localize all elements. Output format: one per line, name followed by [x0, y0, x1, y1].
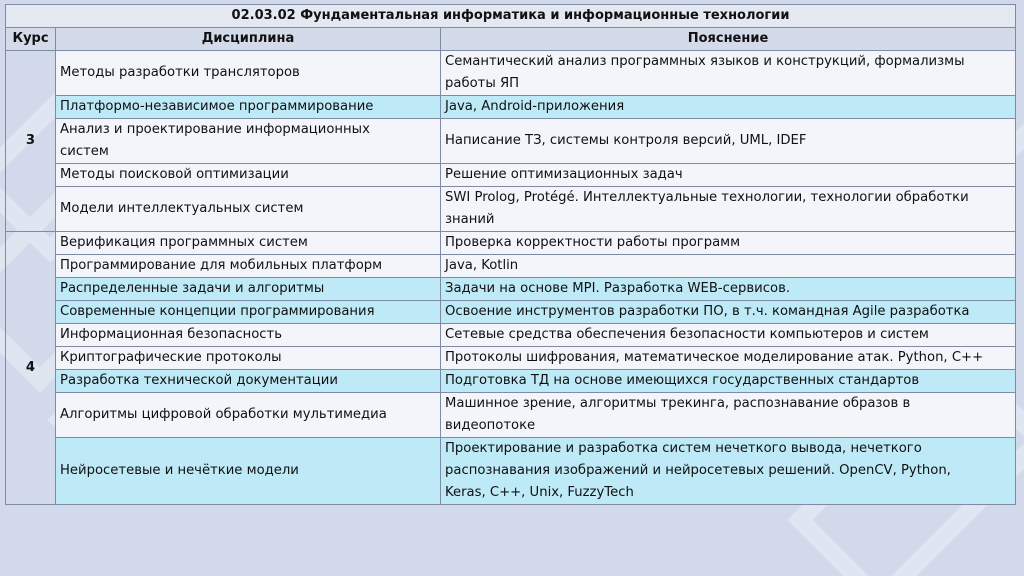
explanation-line: распознавания изображений и нейросетевых решений. OpenCV, Python,	[445, 463, 951, 478]
discipline-line: Анализ и проектирование информационных	[60, 122, 370, 137]
explanation-cell	[441, 393, 1016, 438]
explanation-cell: Задачи на основе MPI. Разработка WEB-сервисов.	[441, 278, 1016, 301]
course-4-cell: 4	[6, 232, 56, 505]
explanation-cell: Протоколы шифрования, математическое моделирование атак. Python, C++	[441, 347, 1016, 370]
discipline-cell: Информационная безопасность	[56, 324, 441, 347]
header-explanation: Пояснение	[441, 28, 1016, 51]
explanation-line: SWI Prolog, Protégé. Интеллектуальные технологии, технологии обработки	[445, 190, 969, 205]
table-row	[6, 301, 1016, 324]
header-course: Курс	[6, 28, 56, 51]
table-row	[6, 232, 1016, 255]
discipline-cell: Платформо-независимое программирование	[56, 96, 441, 119]
explanation-cell: Java, Kotlin	[441, 255, 1016, 278]
explanation-cell: Освоение инструментов разработки ПО, в т.ч. командная Agile разработка	[441, 301, 1016, 324]
explanation-line: Проектирование и разработка систем нечеткого вывода, нечеткого	[445, 441, 922, 456]
discipline-cell: Верификация программных систем	[56, 232, 441, 255]
explanation-line: знаний	[445, 212, 495, 227]
table-row	[6, 393, 1016, 438]
discipline-cell	[56, 119, 441, 164]
table-row	[6, 187, 1016, 232]
explanation-cell: Сетевые средства обеспечения безопасности компьютеров и систем	[441, 324, 1016, 347]
discipline-cell: Криптографические протоколы	[56, 347, 441, 370]
explanation-line: видеопотоке	[445, 418, 536, 433]
header-discipline: Дисциплина	[56, 28, 441, 51]
explanation-cell: Проверка корректности работы программ	[441, 232, 1016, 255]
explanation-line: Машинное зрение, алгоритмы трекинга, распознавание образов в	[445, 396, 911, 411]
table-row	[6, 438, 1016, 505]
explanation-cell	[441, 438, 1016, 505]
discipline-cell: Современные концепции программирования	[56, 301, 441, 324]
discipline-cell: Методы разработки трансляторов	[56, 51, 441, 96]
explanation-cell	[441, 187, 1016, 232]
explanation-line: Семантический анализ программных языков и конструкций, формализмы	[445, 54, 965, 69]
table-row	[6, 164, 1016, 187]
table-row	[6, 255, 1016, 278]
explanation-line: Keras, C++, Unix, FuzzyTech	[445, 485, 634, 500]
course-3-cell: 3	[6, 51, 56, 232]
discipline-line: систем	[60, 144, 109, 159]
explanation-cell	[441, 51, 1016, 96]
explanation-line: работы ЯП	[445, 76, 520, 91]
table-row	[6, 51, 1016, 96]
discipline-cell: Разработка технической документации	[56, 370, 441, 393]
discipline-cell: Нейросетевые и нечёткие модели	[56, 438, 441, 505]
table-title: 02.03.02 Фундаментальная информатика и информационные технологии	[6, 5, 1016, 28]
table-row	[6, 370, 1016, 393]
disciplines-table	[5, 4, 1016, 505]
discipline-cell: Алгоритмы цифровой обработки мультимедиа	[56, 393, 441, 438]
discipline-cell: Методы поисковой оптимизации	[56, 164, 441, 187]
table-row	[6, 324, 1016, 347]
table-row	[6, 96, 1016, 119]
table-row	[6, 119, 1016, 164]
table-row	[6, 278, 1016, 301]
discipline-cell: Модели интеллектуальных систем	[56, 187, 441, 232]
discipline-cell: Распределенные задачи и алгоритмы	[56, 278, 441, 301]
explanation-cell: Подготовка ТД на основе имеющихся государственных стандартов	[441, 370, 1016, 393]
explanation-cell: Java, Android-приложения	[441, 96, 1016, 119]
explanation-cell: Написание ТЗ, системы контроля версий, UML, IDEF	[441, 119, 1016, 164]
table-row	[6, 347, 1016, 370]
discipline-cell: Программирование для мобильных платформ	[56, 255, 441, 278]
explanation-cell: Решение оптимизационных задач	[441, 164, 1016, 187]
